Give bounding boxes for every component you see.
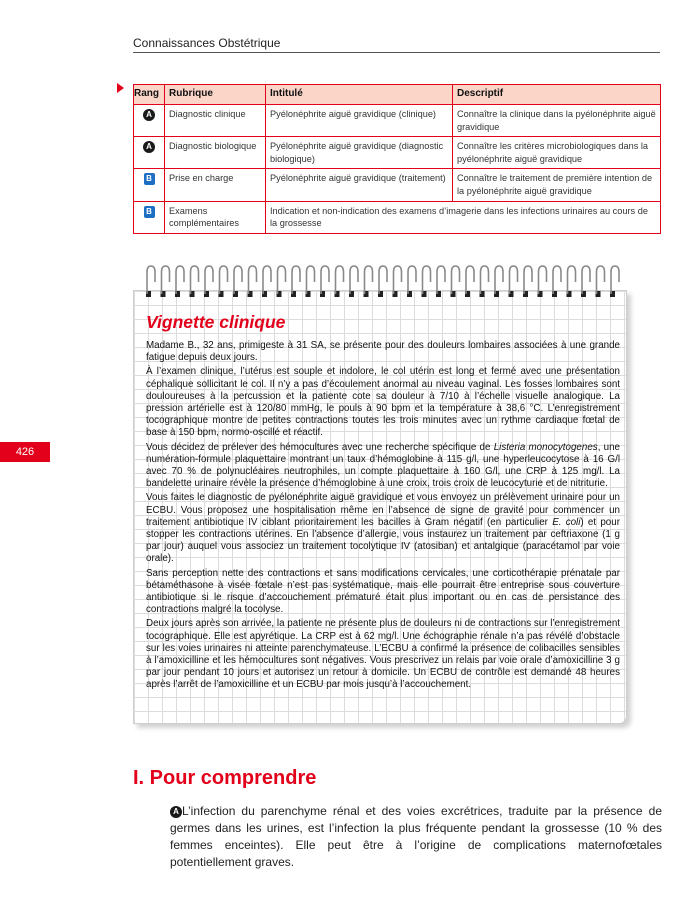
col-header-descriptif: Descriptif xyxy=(453,85,661,105)
running-header: Connaissances Obstétrique xyxy=(133,36,281,50)
cell-rubrique: Prise en charge xyxy=(165,169,266,201)
notebook-spiral-icon xyxy=(143,264,621,300)
cell-intitule: Pyélonéphrite aiguë gravidique (traitement) xyxy=(266,169,453,201)
cell-intitule: Indication et non-indication des examens d’imagerie dans les infections urinaires au cours de la grossesse xyxy=(266,201,661,233)
rang-b-badge: B xyxy=(144,206,155,218)
col-header-rubrique: Rubrique xyxy=(165,85,266,105)
vignette-paragraph: Vous faites le diagnostic de pyélonéphrite aiguë gravidique et vous envoyez un prélèvement urinaire pour un ECBU. Vous proposez une hospitalisation même en l’absence de signe de gravité pour commencer un traitement antibiotique IV ciblant prioritairement les bacilles à Gram négatif (en particulier E. coli) et pour stopper les contractions utérines. En l’absence d’allergie, vous instaurez un traitement par ceftriaxone (1 g par jour) auquel vous associez un traitement tocolytique IV (atosiban) et antalgique (paracétamol par voie orale). xyxy=(146,492,620,565)
cell-descriptif: Connaître les critères microbiologiques dans la pyélonéphrite aiguë gravidique xyxy=(453,137,661,169)
cell-intitule: Pyélonéphrite aiguë gravidique (diagnostic biologique) xyxy=(266,137,453,169)
vignette-paragraph: Madame B., 32 ans, primigeste à 31 SA, se présente pour des douleurs lombaires associées à une grande fatigue depuis deux jours. xyxy=(146,340,620,364)
page-number-tab: 426 xyxy=(0,442,50,462)
cell-descriptif: Connaître le traitement de première intention de la pyélonéphrite aiguë gravidique xyxy=(453,169,661,201)
section-title: I. Pour comprendre xyxy=(133,767,317,789)
cell-rubrique: Examens complémentaires xyxy=(165,201,266,233)
vignette-body xyxy=(146,340,620,694)
vignette-paragraph: Vous décidez de prélever des hémocultures avec une recherche spécifique de Listeria monocytogenes, une numération-formule plaquettaire montrant un taux d’hémoglobine à 115 g/l, une hyperleucocytose à 16 G/l avec 70 % de polynucléaires neutrophiles, un compte plaquettaire à 160 G/l, une CRP à 125 mg/l. La bandelette urinaire révèle la présence d’hémoglobine à une croix, trois croix de leucocyturie et de nitriturie. xyxy=(146,441,620,490)
table-row xyxy=(134,137,661,169)
cell-rubrique: Diagnostic biologique xyxy=(165,137,266,169)
vignette-paragraph: À l’examen clinique, l’utérus est souple et indolore, le col utérin est long et fermé avec une présentation céphalique sollicitant le col. Il n’y a pas d’écoulement anormal au niveau vaginal. Les fosses lombaires sont douloureuses à la percussion et la patiente cote sa douleur à 7/10 à l’échelle visuelle analogique. La pression artérielle est à 120/80 mmHg, le pouls à 90 bpm et la température à 38,6 °C. L’enregistrement tocographique montre de petites contractions toutes les trois minutes avec un rythme cardiaque fœtal de base à 150 bpm, normo-oscillé et réactif. xyxy=(146,366,620,439)
cell-rubrique: Diagnostic clinique xyxy=(165,105,266,137)
cell-descriptif: Connaître la clinique dans la pyélonéphrite aiguë gravidique xyxy=(453,105,661,137)
col-header-rang: Rang xyxy=(134,85,165,105)
header-rule xyxy=(133,52,660,53)
rang-a-badge: A xyxy=(143,141,155,153)
table-header-row xyxy=(134,85,661,105)
vignette-paragraph: Sans perception nette des contractions et sans modifications cervicales, une corticothérapie prénatale par bétaméthasone à visée fœtale n’est pas systématique, mais elle pourrait être entreprise sous couverture antibiotique si le risque d’accouchement prématuré était plus important ou en cas de persistance des contractions malgré la tocolyse. xyxy=(146,567,620,616)
table-row xyxy=(134,169,661,201)
rang-a-badge: A xyxy=(170,806,182,818)
section-paragraph: A L’infection du parenchyme rénal et des voies excrétrices, traduite par la présence de germes dans les urines, est l’infection la plus fréquente pendant la grossesse (10 % des femmes enceintes). Elle peut être à l’origine de complications maternofœtales potentiellement graves. xyxy=(170,804,662,869)
table-row xyxy=(134,201,661,233)
col-header-intitule: Intitulé xyxy=(266,85,453,105)
vignette-title: Vignette clinique xyxy=(146,312,286,332)
objectives-table xyxy=(133,84,661,234)
cell-intitule: Pyélonéphrite aiguë gravidique (clinique) xyxy=(266,105,453,137)
vignette-paragraph: Deux jours après son arrivée, la patiente ne présente plus de douleurs ni de contractions sur l’enregistrement tocographique. Elle est apyrétique. La CRP est à 62 mg/l. Une échographie rénale n’a pas révélé d’obstacle sur les voies urinaires ni atteinte parenchymateuse. L’ECBU a confirmé la présence de colibacilles sensibles à l’amoxicilline et les hémocultures sont négatives. Vous prescrivez un relais par voie orale d’amoxicilline 3 g par jour pendant 10 jours et autorisez un retour à domicile. Un ECBU de contrôle est demandé 48 heures après l’arrêt de l’amoxicilline et un ECBU par mois jusqu’à l’accouchement. xyxy=(146,618,620,691)
rang-a-badge: A xyxy=(143,109,155,121)
table-row xyxy=(134,105,661,137)
rang-b-badge: B xyxy=(144,173,155,185)
table-marker-arrow-icon xyxy=(117,83,124,93)
